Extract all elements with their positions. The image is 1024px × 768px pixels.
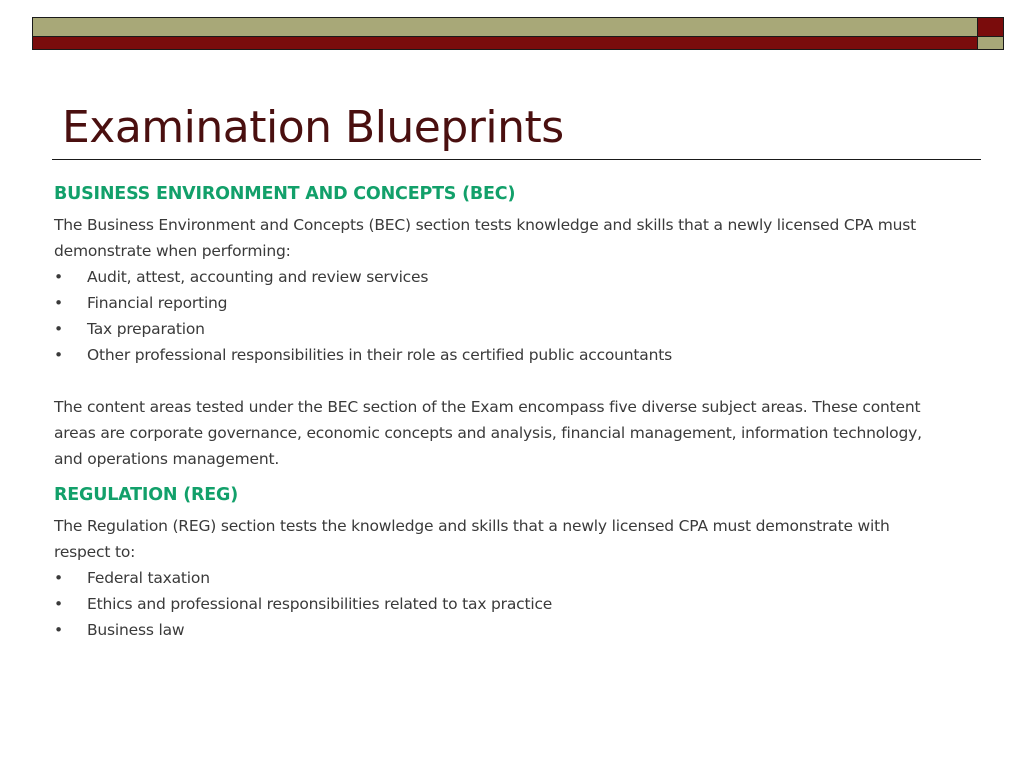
bullet-icon: • xyxy=(54,621,63,639)
bec-bullet-item xyxy=(54,264,994,290)
bec-bullet-item xyxy=(54,342,994,368)
reg-intro-line-1: The Regulation (REG) section tests the knowledge and skills that a newly licensed CPA must demonstrate with xyxy=(54,517,890,535)
reg-bullet-item xyxy=(54,591,994,617)
reg-heading: REGULATION (REG) xyxy=(54,485,238,505)
bec-bullet-list xyxy=(54,264,994,368)
spacer xyxy=(54,472,994,480)
reg-bullet-item xyxy=(54,617,994,643)
bullet-icon: • xyxy=(54,294,63,312)
reg-bullet-text: Ethics and professional responsibilities related to tax practice xyxy=(87,595,553,613)
bec-content-line-1: The content areas tested under the BEC section of the Exam encompass five diverse subject areas. These content xyxy=(54,398,921,416)
bec-bullet-text: Audit, attest, accounting and review services xyxy=(87,268,429,286)
reg-bullet-list xyxy=(54,565,994,643)
bec-content-line-3: and operations management. xyxy=(54,450,280,468)
bullet-icon: • xyxy=(54,268,63,286)
bullet-icon: • xyxy=(54,320,63,338)
bec-heading: BUSINESS ENVIRONMENT AND CONCEPTS (BEC) xyxy=(54,184,516,204)
bec-bullet-text: Tax preparation xyxy=(87,320,205,338)
header-bar-red xyxy=(32,37,978,50)
bullet-icon: • xyxy=(54,346,63,364)
header-square-red xyxy=(978,17,1004,37)
bullet-icon: • xyxy=(54,595,63,613)
title-underline xyxy=(52,159,981,160)
bec-bullet-item xyxy=(54,316,994,342)
bec-bullet-item xyxy=(54,290,994,316)
bullet-icon: • xyxy=(54,569,63,587)
header-square-olive xyxy=(978,37,1004,50)
header-bar-olive xyxy=(32,17,978,37)
bec-intro-line-2: demonstrate when performing: xyxy=(54,242,291,260)
slide-title: Examination Blueprints xyxy=(62,102,564,153)
slide-body xyxy=(54,179,994,643)
reg-bullet-item xyxy=(54,565,994,591)
bec-content-line-2: areas are corporate governance, economic concepts and analysis, financial management, information technology, xyxy=(54,424,922,442)
bec-bullet-text: Financial reporting xyxy=(87,294,228,312)
reg-intro-line-2: respect to: xyxy=(54,543,136,561)
spacer xyxy=(54,368,994,394)
reg-bullet-text: Business law xyxy=(87,621,185,639)
bec-intro-line-1: The Business Environment and Concepts (BEC) section tests knowledge and skills that a newly licensed CPA must xyxy=(54,216,917,234)
bec-bullet-text: Other professional responsibilities in their role as certified public accountants xyxy=(87,346,672,364)
reg-bullet-text: Federal taxation xyxy=(87,569,210,587)
